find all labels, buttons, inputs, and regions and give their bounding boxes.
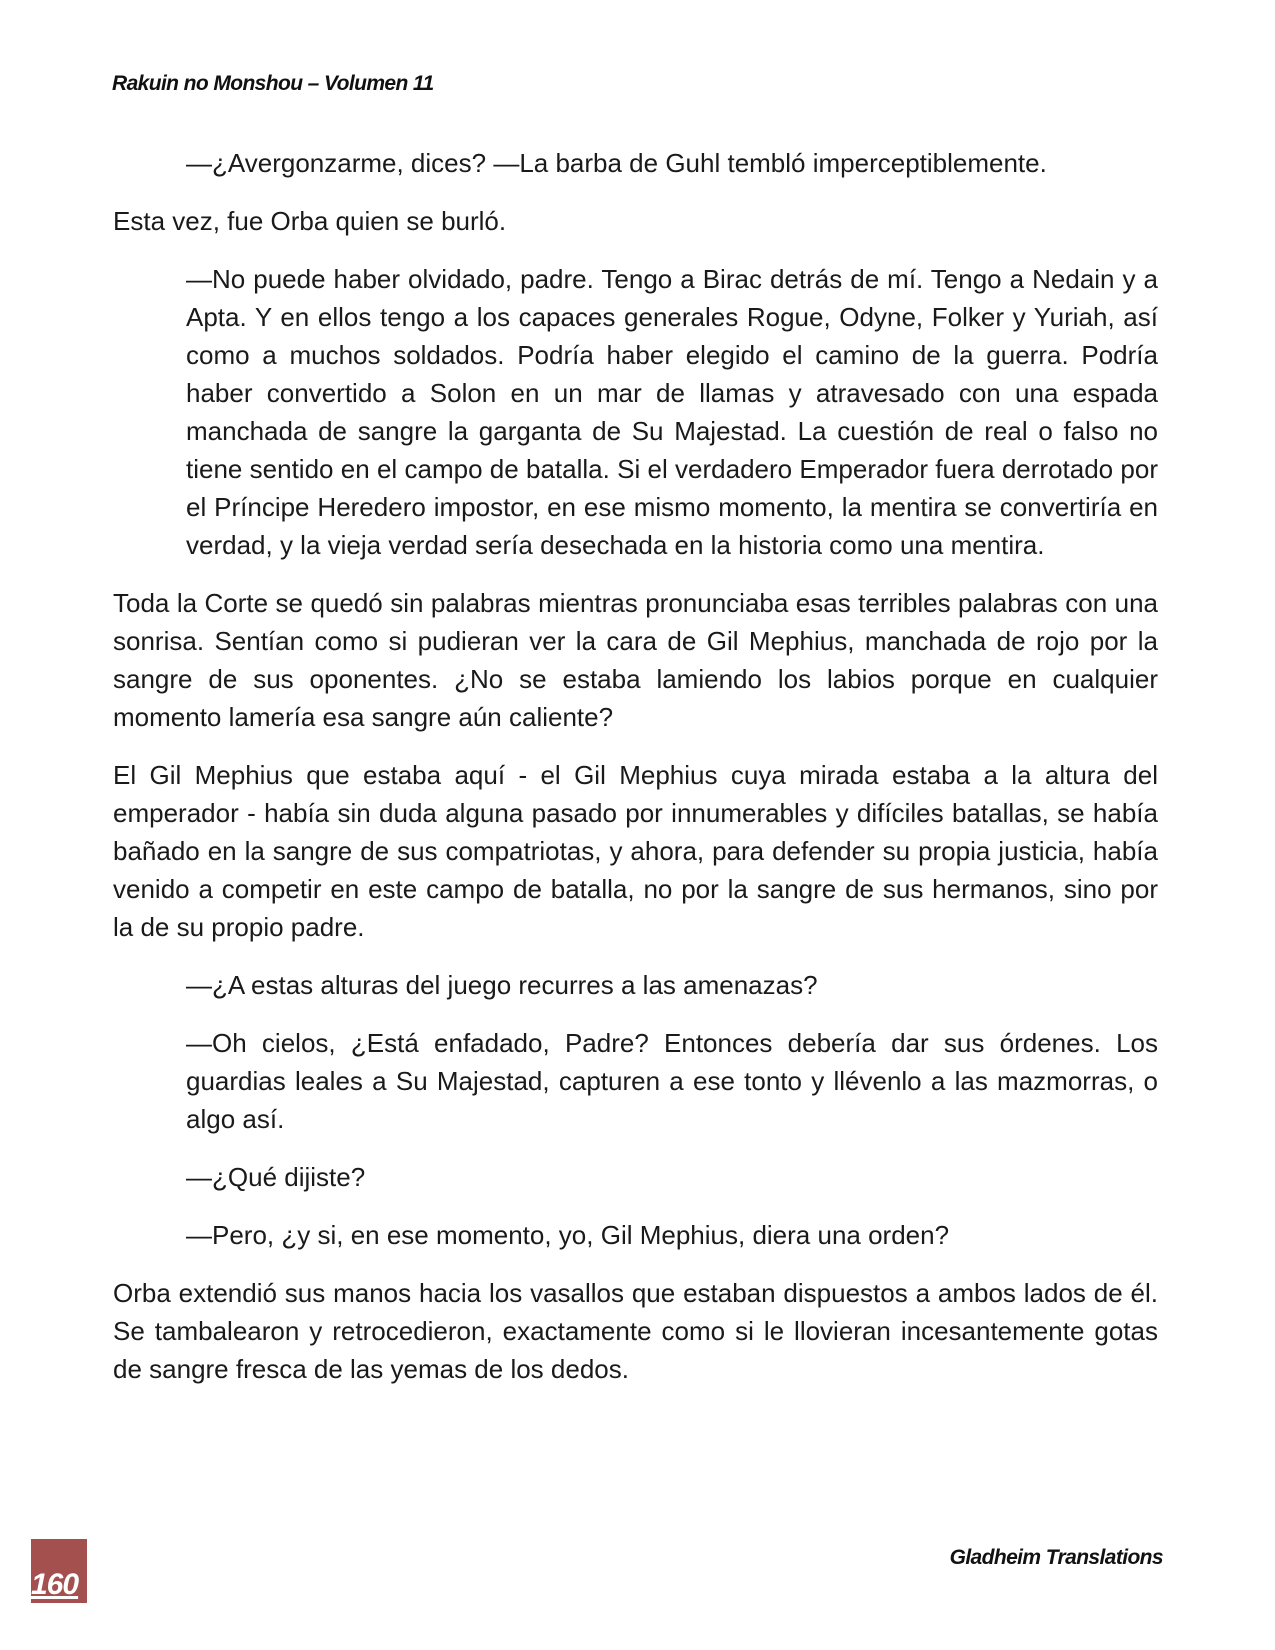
paragraph: —Pero, ¿y si, en ese momento, yo, Gil Mephius, diera una orden? [186,1220,950,1250]
running-header: Rakuin no Monshou – Volumen 11 [112,72,434,95]
paragraph: —¿Avergonzarme, dices? —La barba de Guhl tembló imperceptiblemente. [186,148,1047,178]
paragraph: Toda la Corte se quedó sin palabras mientras pronunciaba esas terribles palabras con una sonrisa. Sentían como si pudieran ver la cara de Gil Mephius, manchada de rojo por la sangre de sus oponentes. ¿No se estaba lamiendo los labios porque en cualquier momento lamería esa sangre aún caliente? [113,588,1158,732]
paragraph: —Oh cielos, ¿Está enfadado, Padre? Entonces debería dar sus órdenes. Los guardias leales a Su Majestad, capturen a ese tonto y llévenlo a las mazmorras, o algo así. [186,1028,1158,1134]
page-body [113,144,1158,1408]
paragraph: El Gil Mephius que estaba aquí - el Gil Mephius cuya mirada estaba a la altura del emperador - había sin duda alguna pasado por innumerables y difíciles batallas, se había bañado en la sangre de sus compatriotas, y ahora, para defender su propia justicia, había venido a competir en este campo de batalla, no por la sangre de sus hermanos, sino por la de su propio padre. [113,760,1158,942]
paragraph: Orba extendió sus manos hacia los vasallos que estaban dispuestos a ambos lados de él. Se tambalearon y retrocedieron, exactamente como si le llovieran incesantemente gotas de sangre fresca de las yemas de los dedos. [113,1278,1158,1384]
paragraph: —No puede haber olvidado, padre. Tengo a Birac detrás de mí. Tengo a Nedain y a Apta. Y en ellos tengo a los capaces generales Rogue, Odyne, Folker y Yuriah, así como a muchos soldados. Podría haber elegido el camino de la guerra. Podría haber convertido a Solon en un mar de llamas y atravesado con una espada manchada de sangre la garganta de Su Majestad. La cuestión de real o falso no tiene sentido en el campo de batalla. Si el verdadero Emperador fuera derrotado por el Príncipe Heredero impostor, en ese mismo momento, la mentira se convertiría en verdad, y la vieja verdad sería desechada en la historia como una mentira. [186,264,1158,560]
paragraph: Esta vez, fue Orba quien se burló. [113,206,507,236]
paragraph: —¿A estas alturas del juego recurres a las amenazas? [186,970,818,1000]
footer-credit: Gladheim Translations [949,1546,1163,1569]
paragraph: —¿Qué dijiste? [186,1162,366,1192]
page-number: 160 [31,1568,79,1601]
